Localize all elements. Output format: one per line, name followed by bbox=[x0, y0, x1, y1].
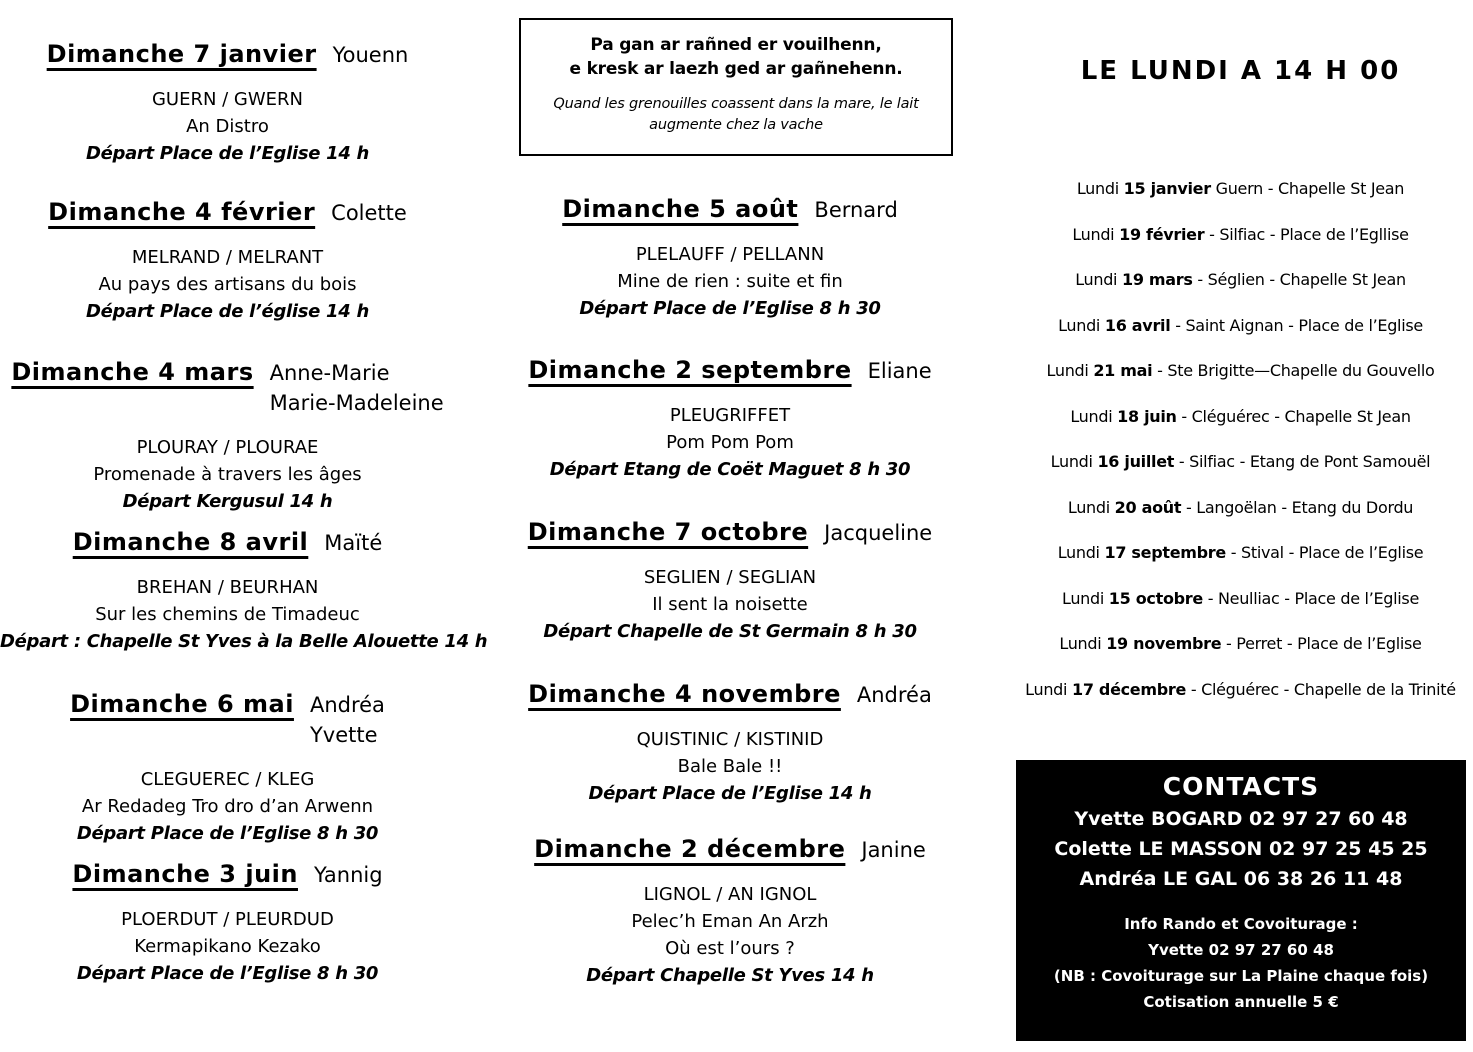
monday-item-prefix: Lundi bbox=[1059, 634, 1107, 654]
event-leader-name: Youenn bbox=[332, 43, 409, 67]
event-title-row bbox=[500, 356, 960, 386]
event-title-row bbox=[0, 860, 455, 890]
monday-item-prefix: Lundi bbox=[1058, 315, 1105, 335]
monday-item-prefix: Lundi bbox=[1067, 497, 1115, 517]
event-depart-line: Départ Place de l’Eglise 8 h 30 bbox=[579, 298, 881, 319]
event-detail-line: PLEUGRIFFET bbox=[669, 405, 791, 426]
event-date: Dimanche 4 février bbox=[48, 198, 316, 226]
monday-item-location: - Cléguérec - Chapelle de la Trinité bbox=[1186, 679, 1456, 699]
monday-walk-item bbox=[1008, 166, 1473, 212]
event-detail-line: Où est l’ours ? bbox=[665, 938, 795, 959]
sunday-event-block bbox=[500, 195, 960, 322]
event-title-row bbox=[500, 518, 960, 548]
right-column bbox=[1008, 0, 1473, 1052]
event-date: Dimanche 7 octobre bbox=[527, 518, 809, 546]
monday-item-date: 16 avril bbox=[1104, 315, 1171, 335]
monday-item-date: 21 mai bbox=[1093, 361, 1153, 381]
event-depart-line: Départ Chapelle St Yves 14 h bbox=[586, 965, 874, 986]
event-leader-name: Yvette bbox=[309, 723, 378, 747]
event-depart-line: Départ Place de l’Eglise 8 h 30 bbox=[76, 963, 379, 984]
event-detail-line: SEGLIEN / SEGLIAN bbox=[643, 567, 817, 588]
event-leader-name: Janine bbox=[861, 838, 926, 862]
event-leader-name: Yannig bbox=[313, 863, 383, 887]
event-date: Dimanche 4 mars bbox=[11, 358, 254, 386]
event-detail-line: Mine de rien : suite et fin bbox=[617, 271, 843, 292]
contacts-box bbox=[1016, 760, 1466, 1041]
monday-walk-item bbox=[1008, 530, 1473, 576]
event-date: Dimanche 4 novembre bbox=[528, 680, 841, 708]
monday-walk-item bbox=[1008, 576, 1473, 622]
sunday-event-block bbox=[0, 358, 455, 515]
event-detail-line: Au pays des artisans du bois bbox=[98, 274, 357, 295]
monday-walk-item bbox=[1008, 257, 1473, 303]
event-title-row bbox=[500, 195, 960, 225]
event-depart-line: Départ Place de l’église 14 h bbox=[85, 301, 369, 322]
monday-item-location: - Cléguérec - Chapelle St Jean bbox=[1176, 406, 1411, 426]
event-date: Dimanche 7 janvier bbox=[46, 40, 317, 68]
monday-item-location: - Perret - Place de l’Eglise bbox=[1221, 634, 1422, 654]
event-detail-line: Pom Pom Pom bbox=[666, 432, 794, 453]
monday-item-date: 16 juillet bbox=[1097, 452, 1175, 472]
event-depart-line: Départ : Chapelle St Yves à la Belle Alouette 14 h bbox=[0, 631, 488, 652]
monday-item-date: 15 octobre bbox=[1108, 588, 1203, 608]
monday-item-date: 19 mars bbox=[1122, 270, 1193, 290]
monday-item-prefix: Lundi bbox=[1070, 406, 1118, 426]
event-detail-line: Kermapikano Kezako bbox=[134, 936, 321, 957]
monday-item-location: - Neulliac - Place de l’Eglise bbox=[1202, 588, 1420, 608]
contacts-info-line: Info Rando et Covoiturage : bbox=[1124, 915, 1358, 933]
event-leader-name: Eliane bbox=[867, 359, 932, 383]
monday-item-location: - Saint Aignan - Place de l’Eglise bbox=[1170, 315, 1423, 335]
event-leaders bbox=[310, 690, 385, 750]
event-depart-line: Départ Place de l’Eglise 14 h bbox=[588, 783, 872, 804]
sunday-event-block bbox=[500, 356, 960, 483]
event-title-row bbox=[0, 690, 455, 750]
monday-item-prefix: Lundi bbox=[1046, 361, 1094, 381]
event-leader-name: Maïté bbox=[324, 531, 383, 555]
monday-walk-item bbox=[1008, 303, 1473, 349]
monday-item-location: - Langoëlan - Etang du Dordu bbox=[1181, 497, 1414, 517]
monday-walk-item bbox=[1008, 212, 1473, 258]
event-leaders bbox=[814, 195, 897, 225]
event-date: Dimanche 2 septembre bbox=[528, 356, 852, 384]
event-detail-line: PLOERDUT / PLEURDUD bbox=[121, 909, 334, 930]
monday-item-location: - Silfiac - Place de l’Egllise bbox=[1204, 224, 1409, 244]
sunday-event-block bbox=[0, 198, 455, 325]
monday-item-location: Guern - Chapelle St Jean bbox=[1210, 179, 1405, 199]
event-leaders bbox=[868, 356, 932, 386]
event-detail-line: Pelec’h Eman An Arzh bbox=[631, 911, 829, 932]
event-title-row bbox=[0, 198, 455, 228]
contact-phone-line: Andréa LE GAL 06 38 26 11 48 bbox=[1079, 868, 1403, 890]
event-detail-line: QUISTINIC / KISTINID bbox=[636, 729, 824, 750]
event-leaders bbox=[270, 358, 444, 418]
monday-item-date: 15 janvier bbox=[1123, 179, 1211, 199]
monday-walk-item bbox=[1008, 485, 1473, 531]
event-depart-line: Départ Place de l’Eglise 14 h bbox=[85, 143, 370, 164]
event-details bbox=[500, 726, 960, 807]
monday-item-date: 17 septembre bbox=[1104, 543, 1226, 563]
monday-item-location: - Séglien - Chapelle St Jean bbox=[1192, 270, 1406, 290]
event-depart-line: Départ Place de l’Eglise 8 h 30 bbox=[76, 823, 379, 844]
event-details bbox=[0, 244, 455, 325]
monday-walk-item bbox=[1008, 394, 1473, 440]
event-depart-line: Départ Etang de Coët Maguet 8 h 30 bbox=[549, 459, 911, 480]
monday-walk-item bbox=[1008, 439, 1473, 485]
proverb-french-line: Quand les grenouilles coassent dans la mare, le lait bbox=[553, 96, 919, 112]
monday-item-prefix: Lundi bbox=[1057, 543, 1105, 563]
event-title-row bbox=[500, 680, 960, 710]
event-detail-line: GUERN / GWERN bbox=[151, 89, 304, 110]
contact-phone-line: Yvette BOGARD 02 97 27 60 48 bbox=[1074, 808, 1408, 830]
contacts-info-line: (NB : Covoiturage sur La Plaine chaque fois) bbox=[1053, 967, 1429, 985]
monday-item-prefix: Lundi bbox=[1072, 224, 1120, 244]
event-title-row bbox=[0, 358, 455, 418]
monday-item-date: 20 août bbox=[1114, 497, 1182, 517]
event-detail-line: Promenade à travers les âges bbox=[93, 464, 362, 485]
event-date: Dimanche 3 juin bbox=[72, 860, 298, 888]
proverb-breton-line: e kresk ar laezh ged ar gañnehenn. bbox=[569, 59, 903, 79]
event-depart-line: Départ Chapelle de St Germain 8 h 30 bbox=[543, 621, 917, 642]
event-leader-name: Andréa bbox=[856, 683, 932, 707]
contacts-info-block bbox=[1016, 911, 1466, 1015]
event-leaders bbox=[861, 835, 925, 865]
event-leaders bbox=[333, 40, 409, 70]
monday-item-prefix: Lundi bbox=[1075, 270, 1122, 290]
event-leader-name: Colette bbox=[331, 201, 407, 225]
event-detail-line: CLEGUEREC / KLEG bbox=[140, 769, 315, 790]
event-date: Dimanche 8 avril bbox=[72, 528, 309, 556]
proverb-box bbox=[519, 18, 953, 156]
event-date: Dimanche 6 mai bbox=[70, 690, 294, 718]
event-leader-name: Anne-Marie bbox=[269, 361, 390, 385]
middle-column bbox=[500, 0, 960, 1052]
event-title-row bbox=[0, 528, 455, 558]
event-details bbox=[500, 564, 960, 645]
event-details bbox=[0, 574, 488, 655]
monday-item-date: 19 novembre bbox=[1106, 634, 1222, 654]
sunday-event-block bbox=[0, 528, 488, 655]
event-detail-line: BREHAN / BEURHAN bbox=[136, 577, 319, 598]
event-leaders bbox=[314, 860, 383, 890]
event-detail-line: Ar Redadeg Tro dro d’an Arwenn bbox=[81, 796, 374, 817]
proverb-french-translation bbox=[521, 94, 951, 136]
monday-item-date: 18 juin bbox=[1117, 406, 1177, 426]
monday-section-title: LE LUNDI A 14 H 00 bbox=[1080, 56, 1401, 86]
event-leader-name: Bernard bbox=[814, 198, 898, 222]
event-detail-line: Il sent la noisette bbox=[652, 594, 808, 615]
monday-walk-item bbox=[1008, 348, 1473, 394]
monday-item-location: - Silfiac - Etang de Pont Samouël bbox=[1174, 452, 1431, 472]
monday-walk-item bbox=[1008, 667, 1473, 713]
event-details bbox=[500, 402, 960, 483]
event-leaders bbox=[331, 198, 407, 228]
event-depart-line: Départ Kergusul 14 h bbox=[122, 491, 333, 512]
sunday-event-block bbox=[0, 860, 455, 987]
contacts-title: CONTACTS bbox=[1162, 772, 1320, 801]
monday-walk-item bbox=[1008, 621, 1473, 667]
event-detail-line: LIGNOL / AN IGNOL bbox=[643, 884, 817, 905]
contact-phone-line: Colette LE MASSON 02 97 25 45 25 bbox=[1054, 838, 1428, 860]
event-leaders bbox=[824, 518, 932, 548]
event-leader-name: Marie-Madeleine bbox=[269, 391, 444, 415]
event-leaders bbox=[857, 680, 932, 710]
monday-item-prefix: Lundi bbox=[1025, 679, 1072, 699]
monday-item-prefix: Lundi bbox=[1050, 452, 1098, 472]
event-details bbox=[500, 881, 960, 989]
sunday-event-block bbox=[0, 690, 455, 847]
event-details bbox=[0, 86, 455, 167]
sunday-event-block bbox=[500, 835, 960, 989]
sunday-event-block bbox=[0, 40, 455, 167]
event-detail-line: Bale Bale !! bbox=[677, 756, 783, 777]
contacts-info-line: Cotisation annuelle 5 € bbox=[1143, 993, 1339, 1011]
sunday-event-block bbox=[500, 680, 960, 807]
event-detail-line: MELRAND / MELRANT bbox=[131, 247, 324, 268]
monday-item-location: - Stival - Place de l’Eglise bbox=[1225, 543, 1424, 563]
event-date: Dimanche 2 décembre bbox=[534, 835, 846, 863]
event-title-row bbox=[500, 835, 960, 865]
event-detail-line: PLELAUFF / PELLANN bbox=[635, 244, 825, 265]
event-details bbox=[0, 434, 455, 515]
monday-item-date: 19 février bbox=[1119, 224, 1205, 244]
event-leader-name: Andréa bbox=[309, 693, 385, 717]
monday-item-date: 17 décembre bbox=[1071, 679, 1187, 699]
event-leader-name: Jacqueline bbox=[824, 521, 933, 545]
event-detail-line: Sur les chemins de Timadeuc bbox=[95, 604, 360, 625]
proverb-breton-line: Pa gan ar rañned er vouilhenn, bbox=[590, 35, 882, 55]
monday-item-prefix: Lundi bbox=[1061, 588, 1109, 608]
event-leaders bbox=[324, 528, 382, 558]
event-details bbox=[0, 906, 455, 987]
sunday-event-block bbox=[500, 518, 960, 645]
left-column bbox=[0, 0, 488, 1052]
event-date: Dimanche 5 août bbox=[562, 195, 799, 223]
event-detail-line: An Distro bbox=[186, 116, 269, 137]
contacts-info-line: Yvette 02 97 27 60 48 bbox=[1148, 941, 1334, 959]
event-detail-line: PLOURAY / PLOURAE bbox=[136, 437, 319, 458]
event-details bbox=[500, 241, 960, 322]
event-title-row bbox=[0, 40, 455, 70]
monday-item-location: - Ste Brigitte—Chapelle du Gouvello bbox=[1152, 361, 1435, 381]
monday-item-prefix: Lundi bbox=[1076, 179, 1124, 199]
event-details bbox=[0, 766, 455, 847]
proverb-french-line: augmente chez la vache bbox=[649, 117, 823, 133]
monday-walks-list bbox=[1008, 166, 1473, 712]
